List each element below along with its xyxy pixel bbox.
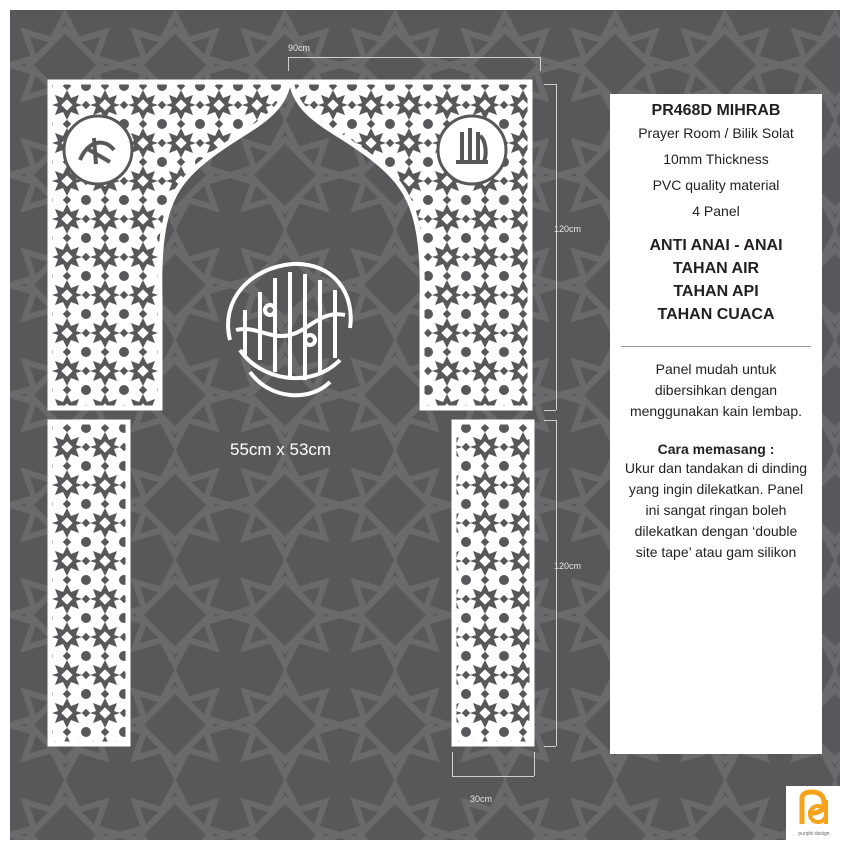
medallion-right	[438, 116, 506, 184]
spec-line: PVC quality material	[652, 177, 780, 193]
calligraphy-size-caption: 55cm x 53cm	[230, 440, 332, 459]
care-text: Panel mudah untuk dibersihkan dengan menggunakan kain lembap.	[629, 361, 802, 419]
pillar-panel-left	[50, 422, 128, 744]
product-info-card	[610, 94, 822, 754]
divider	[621, 346, 811, 347]
spec-line: 10mm Thickness	[663, 151, 769, 167]
install-heading: Cara memasang :	[657, 441, 775, 457]
brand-name: puriphi design	[798, 831, 830, 837]
arch-height-label: 120cm	[554, 224, 582, 234]
brand-logo	[786, 786, 840, 840]
pillar-height-label: 120cm	[554, 561, 582, 571]
install-text: Ukur dan tandakan di dinding yang ingin dilekatkan. Panel ini sangat ringan boleh dilekatkan dengan ‘double site tape’ atau gam silikon	[624, 460, 808, 560]
brand-mark-icon	[786, 786, 840, 830]
feature-line: TAHAN CUACA	[657, 306, 775, 323]
top-width-label: 90cm	[288, 43, 311, 53]
spec-line: Prayer Room / Bilik Solat	[638, 125, 794, 141]
pillar-panel-right	[454, 422, 532, 744]
product-title: PR468D MIHRAB	[651, 102, 781, 119]
feature-line: TAHAN AIR	[672, 260, 760, 277]
product-image-frame	[10, 10, 840, 840]
medallion-left	[64, 116, 132, 184]
feature-line: TAHAN API	[673, 283, 759, 300]
pillar-width-label: 30cm	[470, 794, 493, 804]
feature-line: ANTI ANAI - ANAI	[649, 237, 783, 254]
spec-line: 4 Panel	[692, 203, 740, 219]
